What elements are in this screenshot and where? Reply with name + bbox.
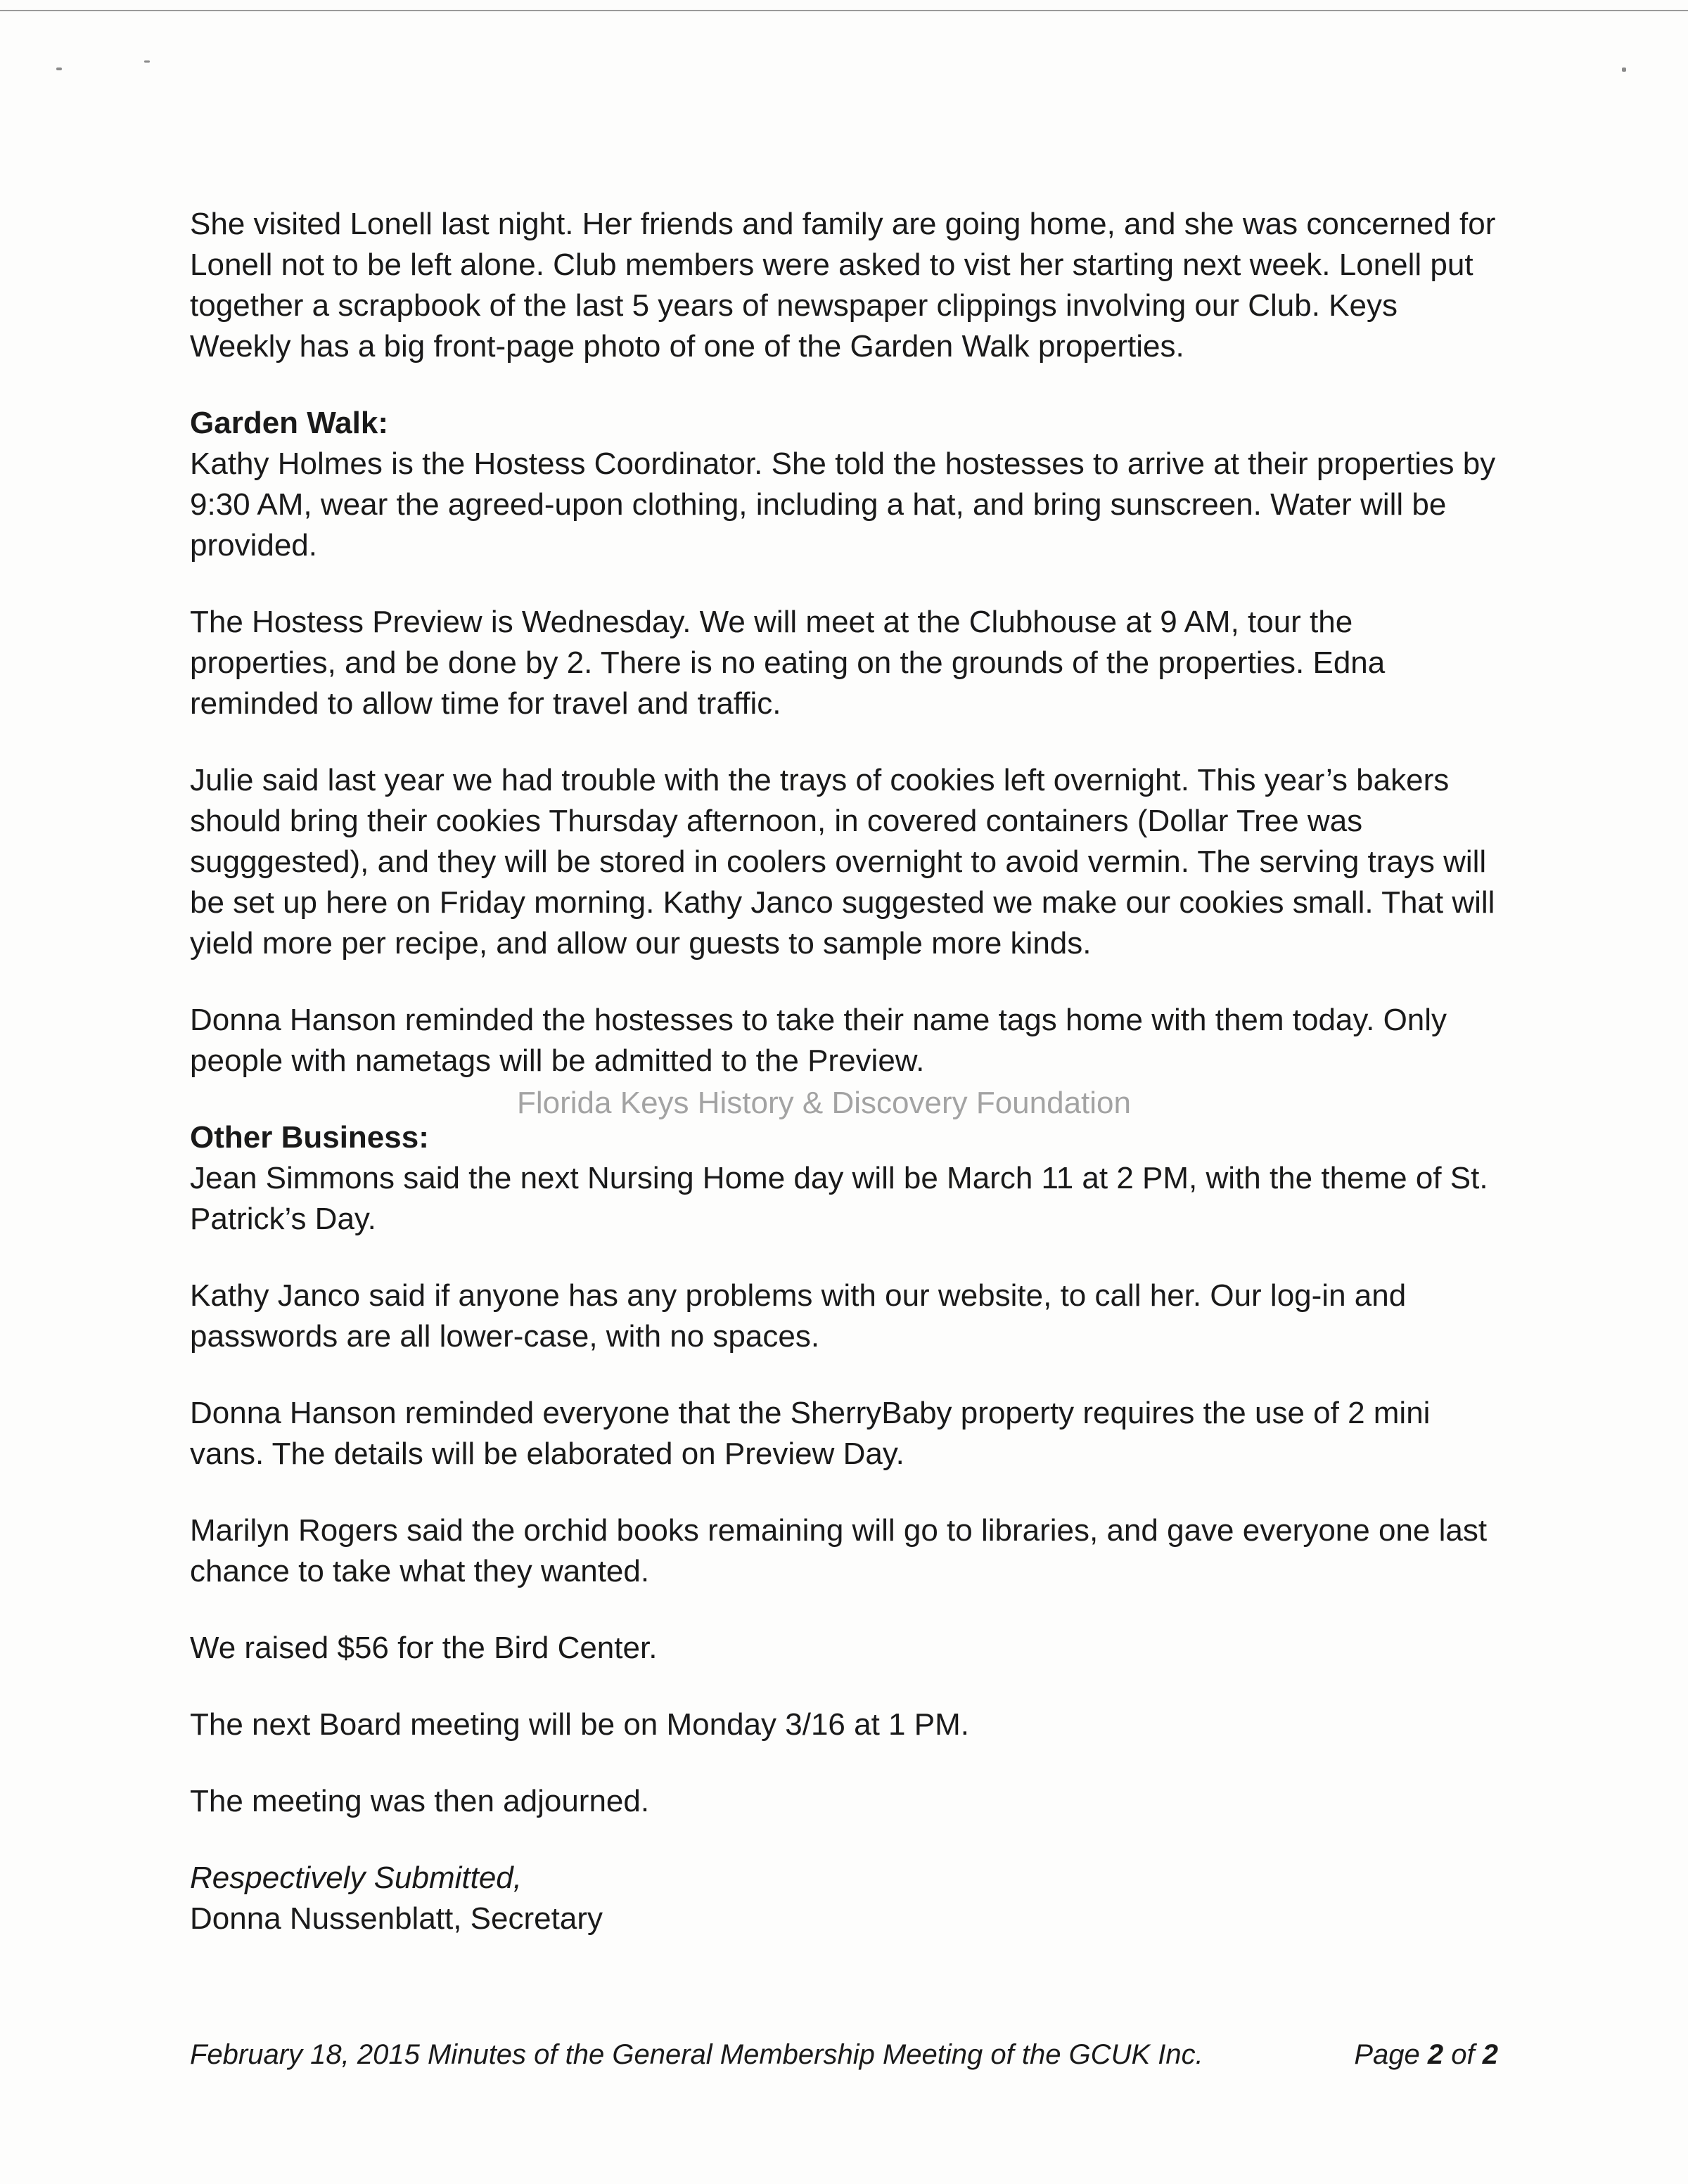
scan-speck bbox=[56, 68, 62, 70]
body-paragraph: Kathy Janco said if anyone has any problems with our website, to call her. Our log-in and passwords are all lower-case, with no spaces. bbox=[190, 1278, 1407, 1354]
body-paragraph: She visited Lonell last night. Her friends and family are going home, and she was concerned for Lonell not to be left alone. Club members were asked to vist her starting next week. Lonell put together a scrapbook of the last 5 years of newspaper clippings involving our Club. Keys Weekly has a big front-page photo of one of the Garden Walk properties. bbox=[190, 207, 1496, 364]
body-paragraph: The meeting was then adjourned. bbox=[190, 1784, 650, 1818]
body-paragraph: Kathy Holmes is the Hostess Coordinator. She told the hostesses to arrive at their properties by 9:30 AM, wear the agreed-upon clothing, including a hat, and bring sunscreen. Water will be provided. bbox=[190, 447, 1496, 563]
body-paragraph: Donna Hanson reminded the hostesses to take their name tags home with them today. Only people with nametags will be admitted to the Preview. bbox=[190, 1003, 1447, 1078]
watermark: Florida Keys History & Discovery Foundation bbox=[517, 1086, 1131, 1120]
scan-speck bbox=[144, 60, 150, 63]
body-paragraph: Julie said last year we had trouble with the trays of cookies left overnight. This year’s bakers should bring their cookies Thursday afternoon, in covered containers (Dollar Tree was sugggested), and they will be stored in coolers overnight to avoid vermin. The serving trays will be set up here on Friday morning. Kathy Janco suggested we make our cookies small. That will yield more per recipe, and allow our guests to sample more kinds. bbox=[190, 763, 1495, 961]
closing-salutation: Respectively Submitted, bbox=[190, 1861, 522, 1895]
scan-edge-line bbox=[0, 10, 1688, 11]
body-paragraph: We raised $56 for the Bird Center. bbox=[190, 1631, 658, 1665]
document-page bbox=[190, 204, 1505, 1939]
other-business-section bbox=[190, 1117, 1505, 1822]
page-number bbox=[1354, 2036, 1498, 2073]
body-paragraph: Donna Hanson reminded everyone that the SherryBaby property requires the use of 2 mini vans. The details will be elaborated on Preview Day. bbox=[190, 1396, 1431, 1471]
body-paragraph: The Hostess Preview is Wednesday. We will meet at the Clubhouse at 9 AM, tour the properties, and be done by 2. There is no eating on the grounds of the properties. Edna reminded to allow time for travel and traffic. bbox=[190, 605, 1386, 721]
page-current: 2 bbox=[1427, 2039, 1444, 2070]
page-of-word: of bbox=[1451, 2039, 1475, 2070]
body-paragraph: The next Board meeting will be on Monday 3/16 at 1 PM. bbox=[190, 1707, 969, 1742]
footer-title: February 18, 2015 Minutes of the General Membership Meeting of the GCUK Inc. bbox=[190, 2039, 1203, 2070]
page-total: 2 bbox=[1482, 2039, 1498, 2070]
body-paragraph: Jean Simmons said the next Nursing Home day will be March 11 at 2 PM, with the theme of St. Patrick’s Day. bbox=[190, 1161, 1488, 1236]
garden-walk-section bbox=[190, 403, 1505, 1081]
closing-block bbox=[190, 1858, 1505, 1939]
page-word: Page bbox=[1354, 2039, 1420, 2070]
body-paragraph: Marilyn Rogers said the orchid books remaining will go to libraries, and gave everyone one last chance to take what they wanted. bbox=[190, 1513, 1488, 1588]
garden-walk-heading: Garden Walk: bbox=[190, 406, 388, 440]
page-footer bbox=[190, 2036, 1498, 2073]
signer-name: Donna Nussenblatt, Secretary bbox=[190, 1901, 603, 1936]
scan-speck bbox=[1622, 68, 1626, 72]
other-business-heading: Other Business: bbox=[190, 1120, 429, 1155]
